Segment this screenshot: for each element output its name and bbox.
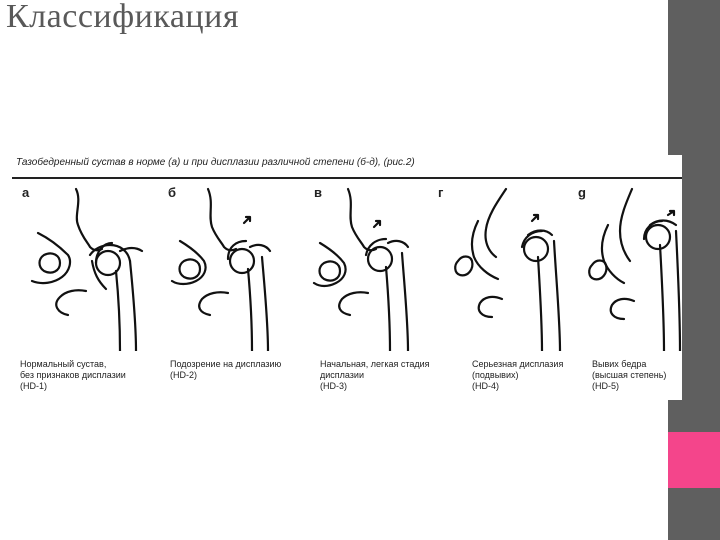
label-line: без признаков дисплазии (20, 370, 126, 380)
hip-joint-illustration-a (16, 181, 166, 351)
panel-a-label (20, 359, 126, 392)
panel-b-label (170, 359, 281, 381)
slide-title: Классификация (6, 0, 239, 35)
hip-joint-illustration-e (572, 181, 682, 351)
label-line: (HD-4) (472, 381, 499, 391)
label-line: Нормальный сустав, (20, 359, 107, 369)
panel-a (16, 181, 166, 351)
panel-letter: б (168, 185, 177, 200)
label-line: (HD-5) (592, 381, 619, 391)
panel-c-label (320, 359, 430, 392)
label-line: дисплазии (320, 370, 364, 380)
side-accent-block (668, 432, 720, 488)
panel-e (572, 181, 720, 351)
label-line: Серьезная дисплазия (472, 359, 564, 369)
label-line: Подозрение на дисплазию (170, 359, 282, 369)
label-line: Вывих бедра (592, 359, 647, 369)
label-line: (высшая степень) (592, 370, 667, 380)
label-line: (подвывих) (472, 370, 519, 380)
label-line: Начальная, легкая стадия (320, 359, 430, 369)
panel-letter: а (22, 185, 30, 200)
panel-b (162, 181, 312, 351)
hip-joint-illustration-b (162, 181, 312, 351)
figure-caption: Тазобедренный сустав в норме (а) и при дисплазии различной степени (б-д), (рис.2) (16, 157, 415, 168)
label-line: (HD-1) (20, 381, 47, 391)
panel-letter: g (578, 185, 586, 200)
panel-letter: в (314, 185, 322, 200)
label-line: (HD-2) (170, 370, 197, 380)
figure-divider (12, 177, 682, 179)
panel-d (432, 181, 582, 351)
panel-d-label (472, 359, 563, 392)
panel-e-label (592, 359, 666, 392)
panel-letter: г (438, 185, 444, 200)
label-line: (HD-3) (320, 381, 347, 391)
hip-joint-illustration-d (432, 181, 582, 351)
hip-dysplasia-figure (12, 155, 682, 400)
